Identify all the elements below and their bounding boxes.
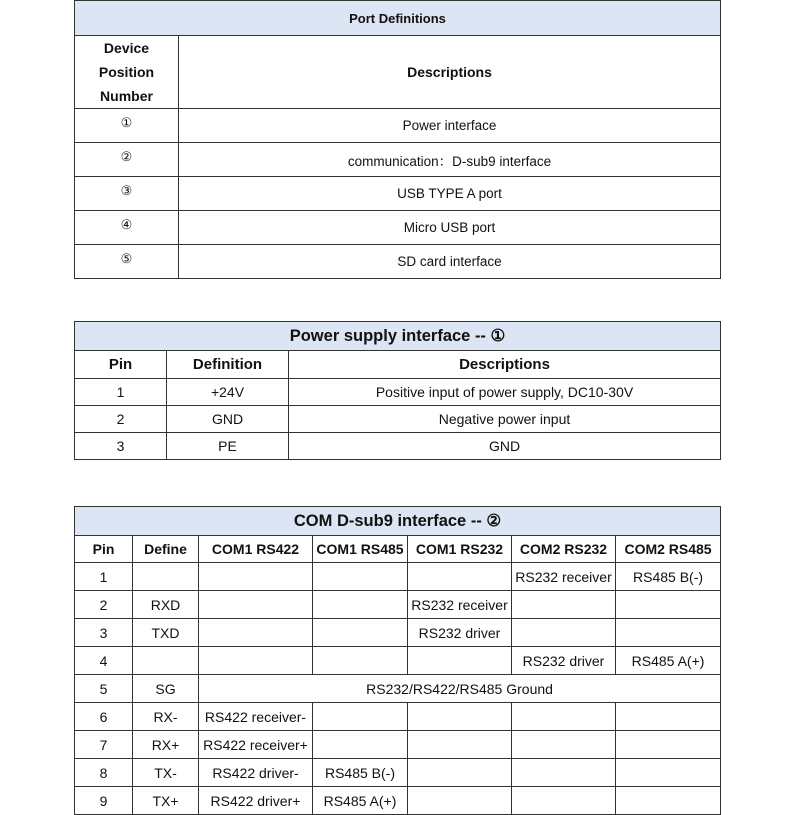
cell: 8 [75, 759, 133, 787]
cell: RS422 receiver- [199, 703, 313, 731]
cell [199, 647, 313, 675]
table-row [75, 703, 721, 731]
cell [408, 731, 512, 759]
cell: 5 [75, 675, 133, 703]
table-row [75, 406, 721, 433]
port-definitions-title: Port Definitions [75, 1, 721, 36]
table-row [75, 675, 721, 703]
cell [408, 703, 512, 731]
position-number: ① [75, 109, 179, 143]
cell: RS422 receiver+ [199, 731, 313, 759]
cell: RS232 driver [408, 619, 512, 647]
col-header-define: Define [133, 536, 199, 563]
cell: RS422 driver+ [199, 787, 313, 815]
col-header-pin: Pin [75, 351, 167, 379]
table-row [75, 379, 721, 406]
cell [408, 647, 512, 675]
cell: 7 [75, 731, 133, 759]
cell [408, 759, 512, 787]
col-header-position: Device Position Number [75, 36, 179, 109]
cell [199, 591, 313, 619]
cell [512, 591, 616, 619]
col-header-com1-rs485: COM1 RS485 [313, 536, 408, 563]
table-row [75, 109, 721, 143]
cell [616, 591, 721, 619]
cell: RS485 A(+) [616, 647, 721, 675]
cell: 2 [75, 591, 133, 619]
table-row [75, 591, 721, 619]
cell: RS485 B(-) [616, 563, 721, 591]
cell: SG [133, 675, 199, 703]
col-header-com1-rs422: COM1 RS422 [199, 536, 313, 563]
col-header-com2-rs485: COM2 RS485 [616, 536, 721, 563]
cell: +24V [167, 379, 289, 406]
cell [313, 703, 408, 731]
table-row [75, 647, 721, 675]
position-number: ② [75, 143, 179, 177]
cell: 1 [75, 379, 167, 406]
cell [313, 647, 408, 675]
cell: 3 [75, 433, 167, 460]
com-dsub9-title: COM D-sub9 interface -- ② [75, 507, 721, 536]
cell: 9 [75, 787, 133, 815]
cell [408, 787, 512, 815]
cell [133, 563, 199, 591]
cell: TX- [133, 759, 199, 787]
cell [313, 731, 408, 759]
col-header-definition: Definition [167, 351, 289, 379]
position-number: ④ [75, 211, 179, 245]
port-description: SD card interface [179, 245, 721, 279]
col-header-descriptions: Descriptions [179, 36, 721, 109]
table-row [75, 731, 721, 759]
table-title-row [75, 322, 721, 351]
cell: RS422 driver- [199, 759, 313, 787]
cell: RS232 receiver [408, 591, 512, 619]
cell [313, 563, 408, 591]
cell: PE [167, 433, 289, 460]
table-row [75, 787, 721, 815]
port-description: Power interface [179, 109, 721, 143]
table-title-row [75, 1, 721, 36]
cell: RS485 A(+) [313, 787, 408, 815]
power-supply-table [74, 321, 721, 460]
cell [512, 619, 616, 647]
cell [313, 591, 408, 619]
table-header-row [75, 536, 721, 563]
com-dsub9-table [74, 506, 721, 815]
port-definitions-table [74, 0, 721, 279]
table-row [75, 211, 721, 245]
cell: GND [167, 406, 289, 433]
table-row [75, 433, 721, 460]
table-header-row [75, 36, 721, 109]
cell [616, 759, 721, 787]
cell: Positive input of power supply, DC10-30V [289, 379, 721, 406]
cell: 4 [75, 647, 133, 675]
table-header-row [75, 351, 721, 379]
power-supply-title: Power supply interface -- ① [75, 322, 721, 351]
cell [313, 619, 408, 647]
cell [616, 703, 721, 731]
cell: RS485 B(-) [313, 759, 408, 787]
cell [616, 619, 721, 647]
cell: RX- [133, 703, 199, 731]
position-number: ⑤ [75, 245, 179, 279]
position-number: ③ [75, 177, 179, 211]
cell: 6 [75, 703, 133, 731]
cell [199, 619, 313, 647]
cell: 3 [75, 619, 133, 647]
cell: RS232 driver [512, 647, 616, 675]
cell [616, 731, 721, 759]
table-row [75, 177, 721, 211]
col-header-pin: Pin [75, 536, 133, 563]
cell [512, 703, 616, 731]
col-header-com2-rs232: COM2 RS232 [512, 536, 616, 563]
cell-ground-span: RS232/RS422/RS485 Ground [199, 675, 721, 703]
col-header-com1-rs232: COM1 RS232 [408, 536, 512, 563]
port-description: USB TYPE A port [179, 177, 721, 211]
cell: TXD [133, 619, 199, 647]
port-description: Micro USB port [179, 211, 721, 245]
table-title-row [75, 507, 721, 536]
table-row [75, 245, 721, 279]
cell: GND [289, 433, 721, 460]
table-row [75, 619, 721, 647]
cell: TX+ [133, 787, 199, 815]
cell [408, 563, 512, 591]
cell [512, 731, 616, 759]
cell [512, 787, 616, 815]
port-description: communication：D-sub9 interface [179, 143, 721, 177]
cell [133, 647, 199, 675]
table-row [75, 563, 721, 591]
cell: RX+ [133, 731, 199, 759]
table-row [75, 759, 721, 787]
cell: RXD [133, 591, 199, 619]
cell: Negative power input [289, 406, 721, 433]
cell [512, 759, 616, 787]
cell: RS232 receiver [512, 563, 616, 591]
col-header-descriptions: Descriptions [289, 351, 721, 379]
cell [616, 787, 721, 815]
cell [199, 563, 313, 591]
cell: 2 [75, 406, 167, 433]
cell: 1 [75, 563, 133, 591]
table-row [75, 143, 721, 177]
